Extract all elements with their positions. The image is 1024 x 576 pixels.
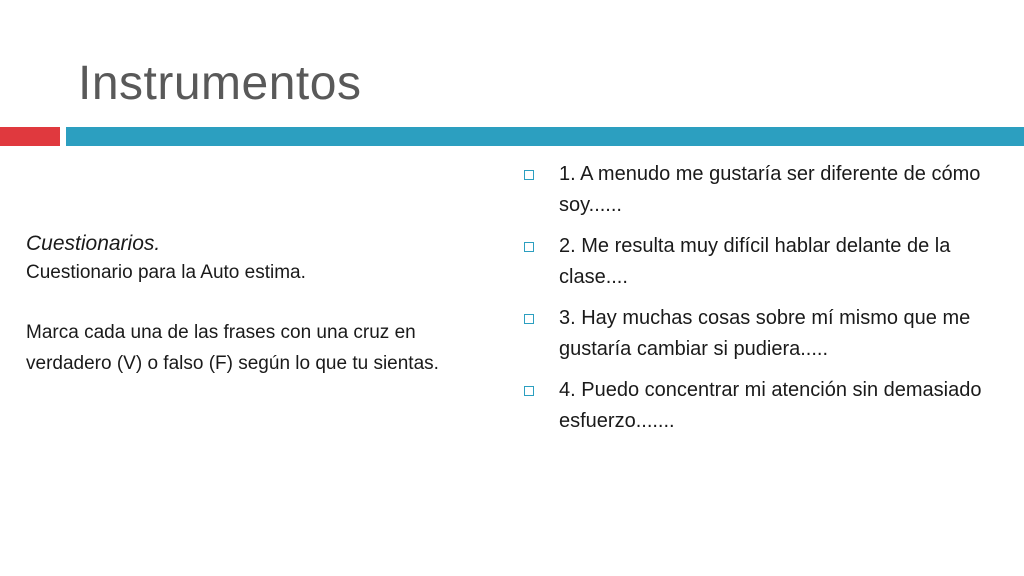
square-bullet-icon xyxy=(524,170,534,180)
title-accent-bar-red xyxy=(0,127,60,146)
square-bullet-icon xyxy=(524,386,534,396)
list-item xyxy=(522,303,982,365)
list-item xyxy=(522,231,982,293)
section-subheading: Cuestionario para la Auto estima. xyxy=(26,262,306,283)
list-item-text: 4. Puedo concentrar mi atención sin demasiado esfuerzo....... xyxy=(559,379,982,432)
list-item xyxy=(522,375,982,437)
section-heading: Cuestionarios. xyxy=(26,232,161,255)
questionnaire-list xyxy=(522,159,982,447)
square-bullet-icon xyxy=(524,242,534,252)
title-accent-bar-blue xyxy=(66,127,1024,146)
instructions-paragraph: Marca cada una de las frases con una cruz en verdadero (V) o falso (F) según lo que tu sientas. xyxy=(26,322,439,374)
square-bullet-icon xyxy=(524,314,534,324)
list-item-text: 1. A menudo me gustaría ser diferente de cómo soy...... xyxy=(559,163,981,216)
left-text-block xyxy=(26,229,506,379)
list-item-text: 2. Me resulta muy difícil hablar delante de la clase.... xyxy=(559,235,951,288)
list-item xyxy=(522,159,982,221)
list-item-text: 3. Hay muchas cosas sobre mí mismo que me gustaría cambiar si pudiera..... xyxy=(559,307,971,360)
slide-title: Instrumentos xyxy=(78,57,362,110)
